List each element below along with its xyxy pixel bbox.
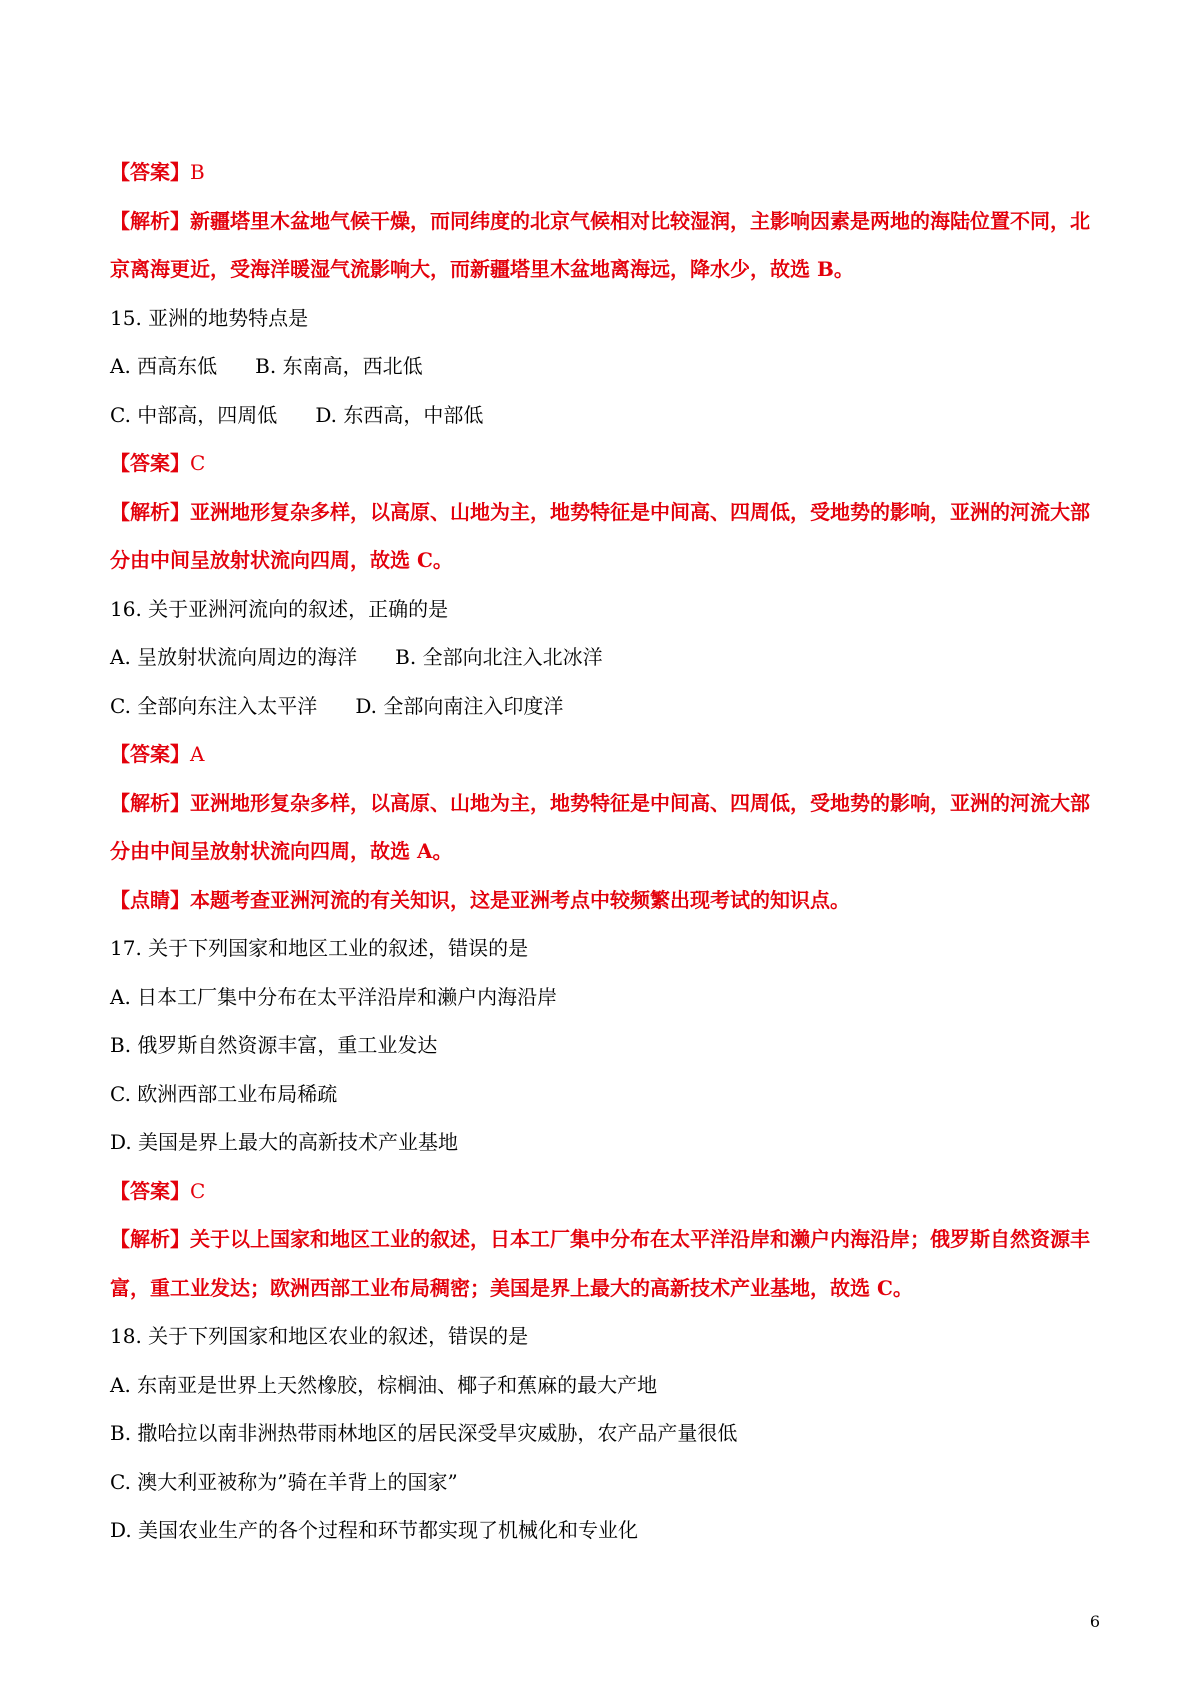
analysis-text: 亚洲地形复杂多样，以高原、山地为主，地势特征是中间高、四周低，受地势的影响，亚洲的河流大部分由中间呈放射状流向四周，故选 C。	[110, 499, 1090, 572]
comment-text: 本题考查亚洲河流的有关知识，这是亚洲考点中较频繁出现考试的知识点。	[190, 887, 850, 912]
q15-question: 15. 亚洲的地势特点是	[110, 305, 309, 330]
q15-option-b: B. 东南高，西北低	[255, 354, 423, 378]
analysis-tag: 【解析】	[110, 1227, 190, 1251]
q17-option-d: D. 美国是界上最大的高新技术产业基地	[110, 1130, 459, 1154]
answer-value: A	[190, 742, 205, 766]
answer-tag: 【答案】	[110, 742, 190, 766]
q16-options-row-2	[110, 682, 1100, 731]
answer-tag: 【答案】	[110, 1178, 190, 1203]
page-number: 6	[1089, 1612, 1100, 1631]
question-content	[110, 148, 1100, 1555]
q14-analysis	[110, 197, 1100, 294]
q17-option-b: B. 俄罗斯自然资源丰富，重工业发达	[110, 1033, 438, 1057]
q18-option-a: A. 东南亚是世界上天然橡胶，棕榈油、椰子和蕉麻的最大产地	[110, 1372, 658, 1397]
answer-value: C	[190, 451, 206, 475]
q16-options-row-1	[110, 633, 1100, 682]
q16-answer	[110, 730, 1100, 779]
analysis-text: 亚洲地形复杂多样，以高原、山地为主，地势特征是中间高、四周低，受地势的影响，亚洲的河流大部分由中间呈放射状流向四周，故选 A。	[110, 790, 1090, 863]
answer-tag: 【答案】	[110, 451, 190, 475]
q16-analysis	[110, 779, 1100, 876]
q17-question: 17. 关于下列国家和地区工业的叙述，错误的是	[110, 936, 529, 960]
q17-option-c: C. 欧洲西部工业布局稀疏	[110, 1081, 338, 1106]
answer-value: C	[190, 1178, 206, 1203]
q17-answer	[110, 1167, 1100, 1216]
analysis-tag: 【解析】	[110, 208, 190, 233]
analysis-text: 关于以上国家和地区工业的叙述，日本工厂集中分布在太平洋沿岸和濑户内海沿岸；俄罗斯自然资源丰富，重工业发达；欧洲西部工业布局稠密；美国是界上最大的高新技术产业基地，故选 C。	[110, 1227, 1090, 1300]
q15-analysis	[110, 488, 1100, 585]
q15-answer	[110, 439, 1100, 488]
q15-option-a: A. 西高东低	[110, 354, 218, 378]
q14-answer	[110, 148, 1100, 197]
q15-option-c: C. 中部高，四周低	[110, 402, 278, 427]
q16-comment	[110, 876, 1100, 925]
q15-options-row-1	[110, 342, 1100, 391]
q18-option-d: D. 美国农业生产的各个过程和环节都实现了机械化和专业化	[110, 1518, 639, 1542]
q18-question: 18. 关于下列国家和地区农业的叙述，错误的是	[110, 1324, 529, 1348]
q16-question: 16. 关于亚洲河流向的叙述，正确的是	[110, 596, 449, 621]
analysis-text: 新疆塔里木盆地气候干燥，而同纬度的北京气候相对比较湿润，主影响因素是两地的海陆位置不同，北京离海更近，受海洋暖湿气流影响大，而新疆塔里木盆地离海远，降水少，故选 B。	[110, 208, 1090, 281]
answer-tag: 【答案】	[110, 160, 190, 184]
q16-option-c: C. 全部向东注入太平洋	[110, 693, 318, 718]
q15-options-row-2	[110, 391, 1100, 440]
q17-analysis	[110, 1215, 1100, 1312]
q15-option-d: D. 东西高，中部低	[315, 402, 484, 427]
q18-option-b: B. 撒哈拉以南非洲热带雨林地区的居民深受旱灾威胁，农产品产量很低	[110, 1421, 738, 1445]
q18-option-c: C. 澳大利亚被称为”骑在羊背上的国家”	[110, 1469, 458, 1494]
comment-tag: 【点睛】	[110, 887, 190, 912]
q16-option-d: D. 全部向南注入印度洋	[355, 693, 564, 718]
q16-option-a: A. 呈放射状流向周边的海洋	[110, 645, 358, 669]
analysis-tag: 【解析】	[110, 790, 190, 815]
analysis-tag: 【解析】	[110, 499, 190, 524]
q17-option-a: A. 日本工厂集中分布在太平洋沿岸和濑户内海沿岸	[110, 984, 558, 1009]
q16-option-b: B. 全部向北注入北冰洋	[395, 645, 603, 669]
answer-value: B	[190, 160, 205, 184]
